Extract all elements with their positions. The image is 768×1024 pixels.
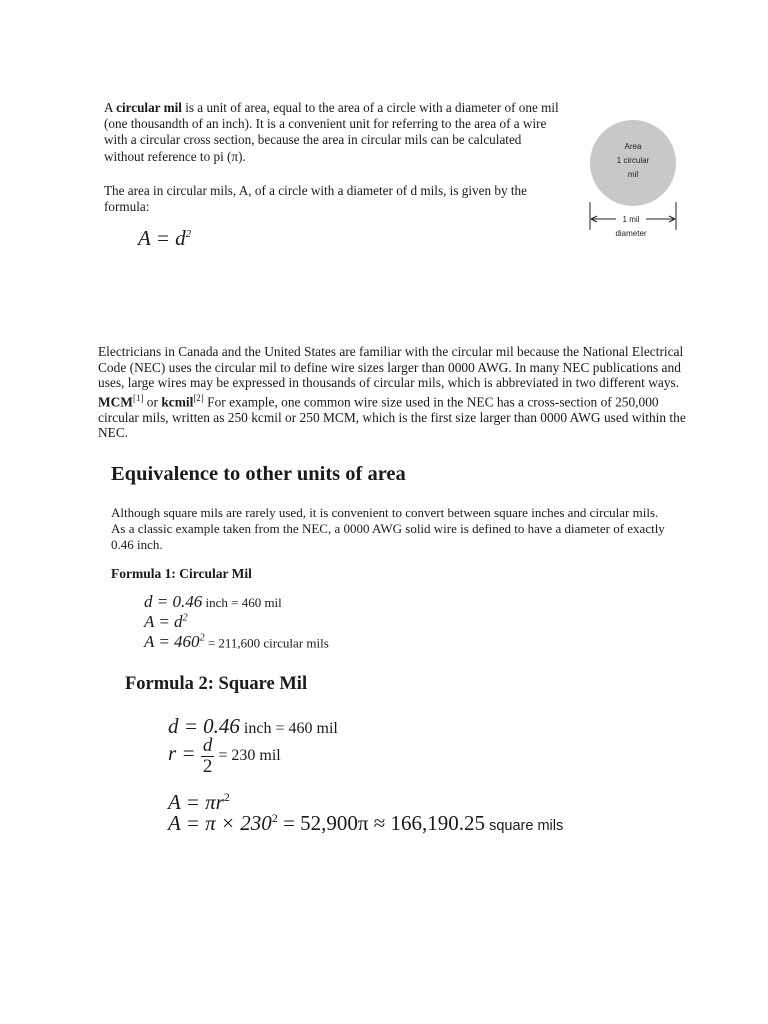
- ref-2-link[interactable]: [2]: [193, 392, 204, 403]
- circular-mil-diagram: [586, 118, 686, 248]
- diagram-measure: 1 mil: [622, 215, 640, 224]
- formula2-title: Formula 2: Square Mil: [125, 674, 308, 694]
- area-paragraph: The area in circular mils, A, of a circle with a diameter of d mils, is given by the formula:: [104, 183, 527, 215]
- intro-paragraph: [104, 100, 564, 165]
- main-formula: $A = d^2$: [138, 226, 192, 250]
- section-heading-equivalence: Equivalence to other units of area: [111, 463, 406, 485]
- diagram-label-mil: mil: [627, 170, 639, 179]
- formula2-line2: r = $\frac{d}{2}$ = 230 mil: [168, 735, 281, 777]
- formula1-block: [144, 594, 329, 651]
- circle-diagram-svg: [586, 118, 686, 248]
- ref-1-link[interactable]: [1]: [132, 392, 144, 403]
- intro-lead: A: [104, 100, 117, 115]
- fraction-d-over-2: $\frac{d}{2}$: [202, 735, 213, 777]
- formula1-line1: d = 0.46 inch = 460 mil: [144, 592, 282, 611]
- term-mcm: MCM: [98, 394, 133, 410]
- term-circular-mil: circular mil: [116, 100, 182, 115]
- formula1-line3: $A = 460^2 = 211,600$ circular mils: [144, 632, 329, 652]
- diagram-label-circular: 1 circular: [616, 156, 650, 165]
- diagram-label-area: Area: [624, 142, 642, 151]
- intro-rest: is a unit of area, equal to the area of a circle with a diameter of one mil (one thousandth of an inch). It is a convenient unit for referring to the area of a wire with a circular cross section, because the area in circular mils can be calculated without reference to pi (π).: [104, 100, 559, 164]
- equivalence-paragraph: Although square mils are rarely used, it is convenient to convert between square inches and circular mils. As a classic example taken from the NEC, a 0000 AWG solid wire is defined to have a diameter of exactly 0.46 inch.: [111, 505, 665, 552]
- formula1-title: Formula 1: Circular Mil: [111, 566, 252, 581]
- electricians-paragraph: Electricians in Canada and the United States are familiar with the circular mil because the National Electrical Code (NEC) uses the circular mil to define wire sizes larger than 0000 AWG. In many NEC publications and uses, large wires may be expressed in thousands of circular mils, which is abbreviated in two different ways. MCM[1] or kcmil[2] For example, one common wire size used in the NEC has a cross-section of 250,000 circular mils, written as 250 kcmil or 250 MCM, which is the first size larger than 0000 AWG used within the NEC.: [98, 344, 686, 441]
- term-kcmil: kcmil: [161, 394, 194, 410]
- diagram-caption: diameter: [615, 229, 647, 238]
- formula2-line1: d = 0.46 inch = 460 mil: [168, 714, 338, 738]
- formula1-line2: $A = d^2$: [144, 612, 188, 632]
- formula2-line3: $A = \pi r^2$: [168, 790, 230, 814]
- formula2-line4: $A = \pi \times 230^2 = 52,900\pi \approx 166,190.25$ square mils: [168, 811, 564, 835]
